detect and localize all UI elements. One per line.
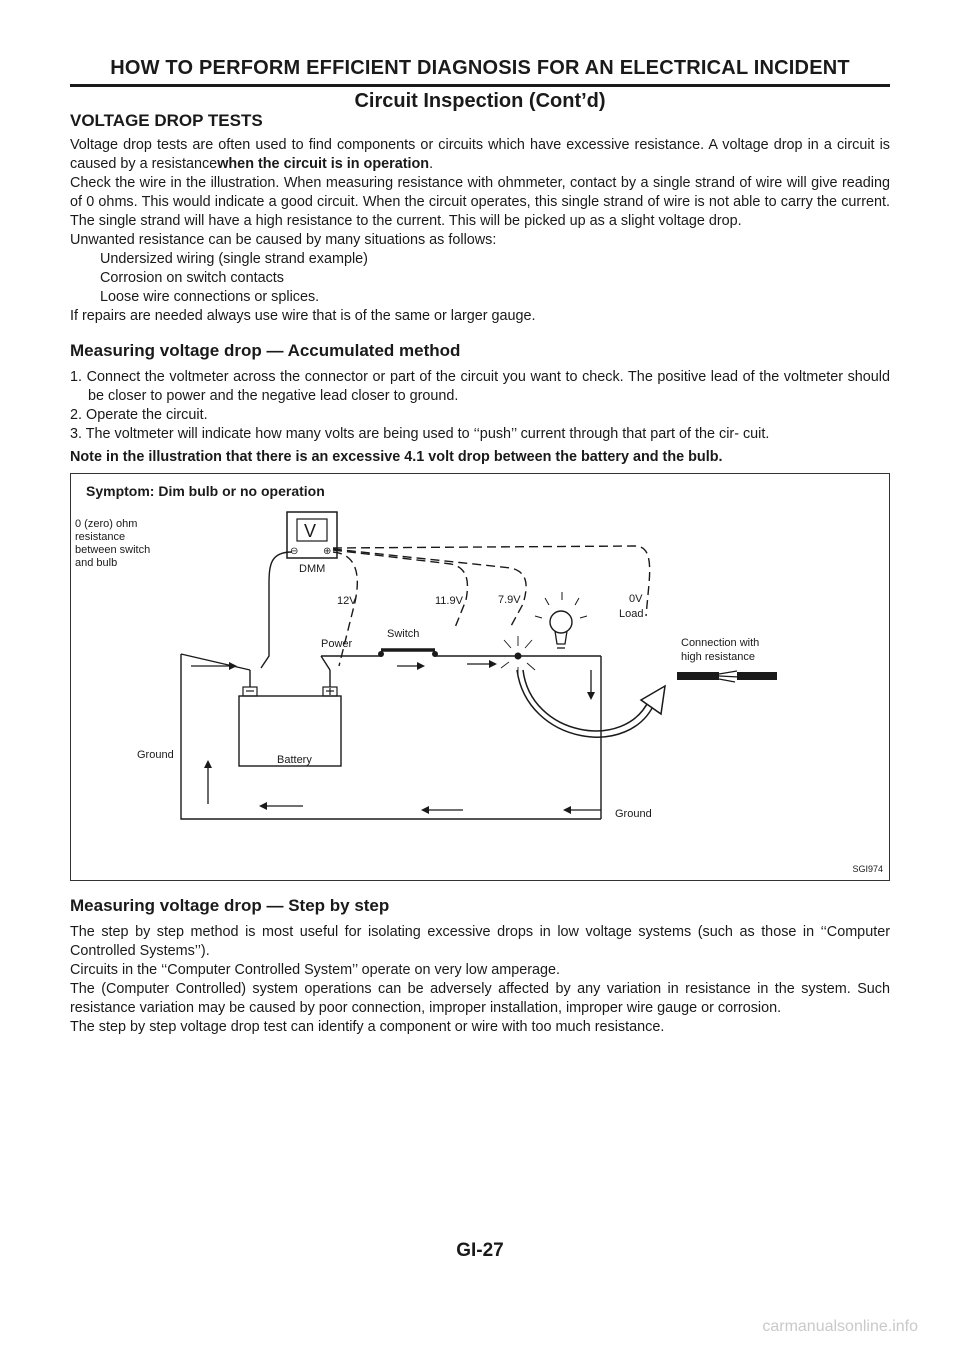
ground-right-label: Ground (615, 808, 652, 820)
meter-minus: ⊖ (290, 546, 299, 557)
accumulated-heading: Measuring voltage drop — Accumulated method (70, 341, 461, 360)
steps-list (70, 368, 890, 444)
zero-ohm-label: between switch (75, 544, 151, 556)
paragraph-causes-intro: Unwanted resistance can be caused by many situations as follows: (70, 232, 497, 248)
watermark: carmanualsonline.info (762, 1318, 918, 1335)
cause-item: Loose wire connections or splices. (100, 289, 320, 305)
header-rule (70, 84, 890, 87)
circuit-diagram (71, 474, 889, 880)
zero-ohm-label: 0 (zero) ohm (75, 518, 138, 530)
section-heading: VOLTAGE DROP TESTS (70, 111, 263, 130)
ground-left-label: Ground (137, 749, 174, 761)
connection-label: high resistance (681, 651, 755, 663)
step-item: 1. Connect the voltmeter across the connector or part of the circuit you want to check. The positive lead of the voltmeter should be closer to power and the negative lead closer to ground. (70, 369, 890, 404)
header-title: HOW TO PERFORM EFFICIENT DIAGNOSIS FOR AN ELECTRICAL INCIDENT (110, 57, 850, 79)
ground-wire (181, 654, 601, 819)
intro-text: Voltage drop tests are often used to find components or circuits which have excessive resistance. A voltage drop in a circuit is caused by a resistance (70, 137, 890, 172)
negative-lead (261, 552, 292, 668)
intro-paragraph (70, 136, 890, 174)
dmm-meter (287, 512, 337, 575)
page-number: GI-27 (456, 1240, 504, 1261)
note-text: Note in the illustration that there is an excessive 4.1 volt drop between the battery and the bulb. (70, 449, 723, 465)
frayed-wire-icon (677, 671, 777, 682)
bulb-icon (535, 592, 587, 648)
step-item: 3. The voltmeter will indicate how many volts are being used to ‘‘push’’ current through that part of the cir- cuit. (70, 426, 770, 442)
page-header (70, 56, 890, 113)
zero-ohm-label: and bulb (75, 557, 118, 569)
intro-bold-text: when the circuit is in operation (217, 156, 430, 172)
voltage-0v: 0V (629, 593, 643, 605)
voltage-11-9v: 11.9V (435, 595, 463, 607)
current-arrows (191, 660, 601, 814)
power-label: Power (321, 638, 353, 650)
figure-code: SGI974 (852, 864, 883, 874)
figure-title: Symptom: Dim bulb or no operation (86, 483, 325, 499)
paragraph-repairs: If repairs are needed always use wire that is of the same or larger gauge. (70, 308, 536, 324)
voltage-12v: 12V (337, 595, 357, 607)
step-item: 2. Operate the circuit. (70, 407, 208, 423)
paragraph-single-strand: Check the wire in the illustration. When measuring resistance with ohmmeter, contact by a single strand of wire will give reading of 0 ohms. This would indicate a good circuit. When the circuit operates, this single strand of wire is not able to carry the current. The single strand will have a high resistance to the current. This will be picked up as a slight voltage drop. (70, 175, 890, 229)
meter-plus: ⊕ (323, 546, 332, 557)
zero-ohm-label: resistance (75, 531, 126, 543)
stepbystep-paragraph: The step by step voltage drop test can identify a component or wire with too much resistance. (70, 1019, 665, 1035)
voltage-drop-figure (70, 473, 890, 881)
stepbystep-paragraph: Circuits in the ‘‘Computer Controlled System’’ operate on very low amperage. (70, 962, 561, 978)
positive-leads (333, 546, 650, 666)
cause-item: Corrosion on switch contacts (100, 270, 284, 286)
stepbystep-paragraph: The (Computer Controlled) system operations can be adversely affected by any variation in resistance in the system. Such resistance variation may be caused by poor connection, improper installation, improper wire gauge or corrosion. (70, 981, 890, 1016)
switch-label: Switch (387, 628, 420, 640)
cause-item: Undersized wiring (single strand example) (100, 251, 368, 267)
stepbystep-paragraph: The step by step method is most useful for isolating excessive drops in low voltage systems (such as those in ‘‘Computer Controlled Systems’’). (70, 924, 890, 959)
header-subtitle: Circuit Inspection (Cont’d) (354, 90, 606, 112)
battery (239, 687, 341, 766)
meter-letter: V (304, 521, 317, 541)
voltage-7-9v: 7.9V (498, 594, 521, 606)
load-label: Load (619, 608, 644, 620)
stepbystep-heading: Measuring voltage drop — Step by step (70, 896, 390, 915)
connection-label: Connection with (681, 637, 760, 649)
intro-end: . (429, 156, 434, 172)
page-content (70, 110, 890, 1037)
dmm-label: DMM (299, 563, 326, 575)
battery-label: Battery (277, 754, 312, 766)
